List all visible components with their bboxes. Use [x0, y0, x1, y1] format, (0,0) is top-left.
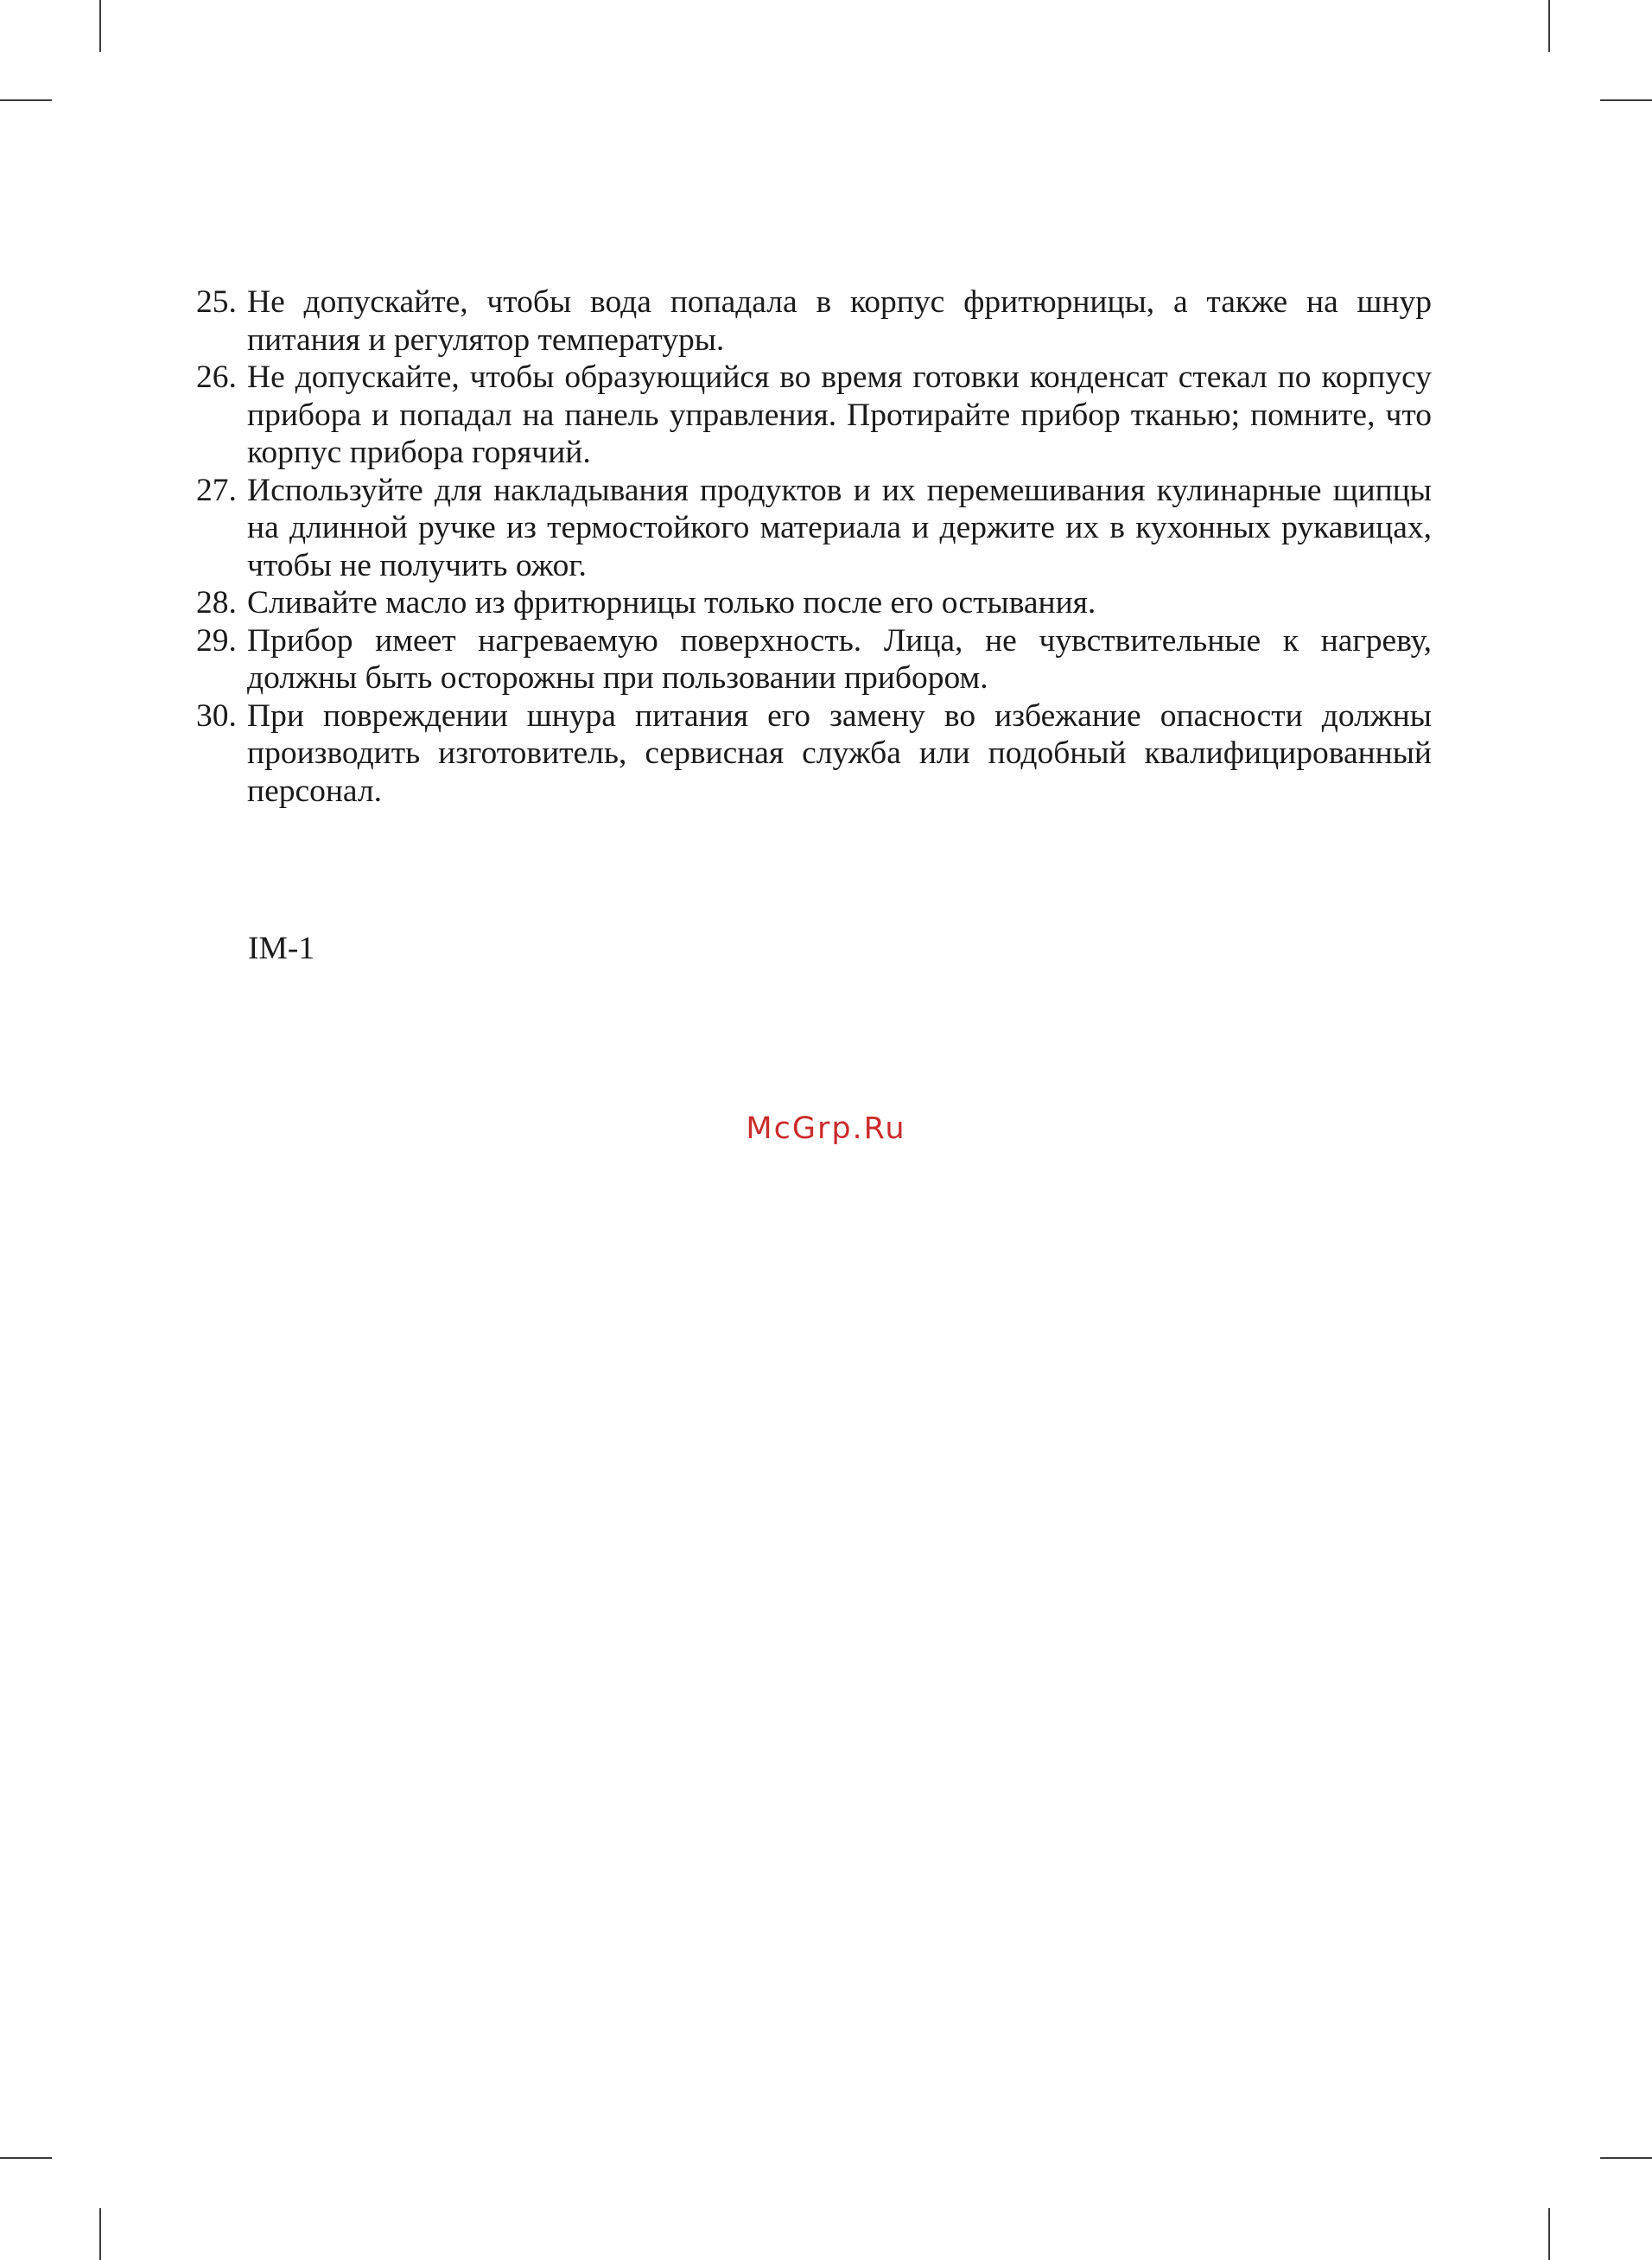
- item-number: 30.: [196, 697, 237, 734]
- crop-mark-bottom-left-vertical: [99, 2208, 101, 2260]
- item-text: Прибор имеет нагреваемую поверхность. Лица, не чувствительные к нагреву, должны быть осторожны при пользовании прибором.: [247, 622, 1432, 696]
- list-item: [196, 584, 1432, 622]
- item-text: Сливайте масло из фритюрницы только после его остывания.: [247, 585, 1096, 621]
- item-text: Не допускайте, чтобы вода попадала в корпус фритюрницы, а также на шнур питания и регулятор температуры.: [247, 284, 1432, 358]
- watermark: McGrp.Ru: [746, 1111, 906, 1146]
- crop-mark-top-left-horizontal: [0, 99, 52, 101]
- list-item: [196, 697, 1432, 811]
- crop-mark-bottom-right-vertical: [1548, 2208, 1550, 2260]
- item-text: Используйте для накладывания продуктов и их перемешивания кулинарные щипцы на длинной ручке из термостойкого материала и держите их в кухонных рукавицах, чтобы не получить ожог.: [247, 472, 1432, 583]
- crop-mark-top-right-vertical: [1548, 0, 1550, 52]
- item-text: При повреждении шнура питания его замену во избежание опасности должны производить изготовитель, сервисная служба или подобный квалифицированный персонал.: [247, 697, 1432, 809]
- item-number: 27.: [196, 472, 237, 508]
- instruction-list: [196, 283, 1432, 810]
- crop-mark-top-right-horizontal: [1600, 99, 1652, 101]
- document-code: IM-1: [248, 931, 315, 966]
- list-item: [196, 622, 1432, 697]
- list-item: [196, 472, 1432, 585]
- item-number: 25.: [196, 284, 237, 320]
- item-number: 29.: [196, 622, 237, 659]
- list-item: [196, 359, 1432, 472]
- item-number: 26.: [196, 360, 237, 395]
- item-text: Не допускайте, чтобы образующийся во время готовки конденсат стекал по корпусу прибора и попадал на панель управления. Протирайте прибор тканью; помните, что корпус прибора горячий.: [247, 360, 1432, 470]
- crop-mark-top-left-vertical: [99, 0, 101, 52]
- crop-mark-bottom-left-horizontal: [0, 2157, 52, 2159]
- item-number: 28.: [196, 585, 237, 621]
- list-item: [196, 283, 1432, 359]
- crop-mark-bottom-right-horizontal: [1600, 2157, 1652, 2159]
